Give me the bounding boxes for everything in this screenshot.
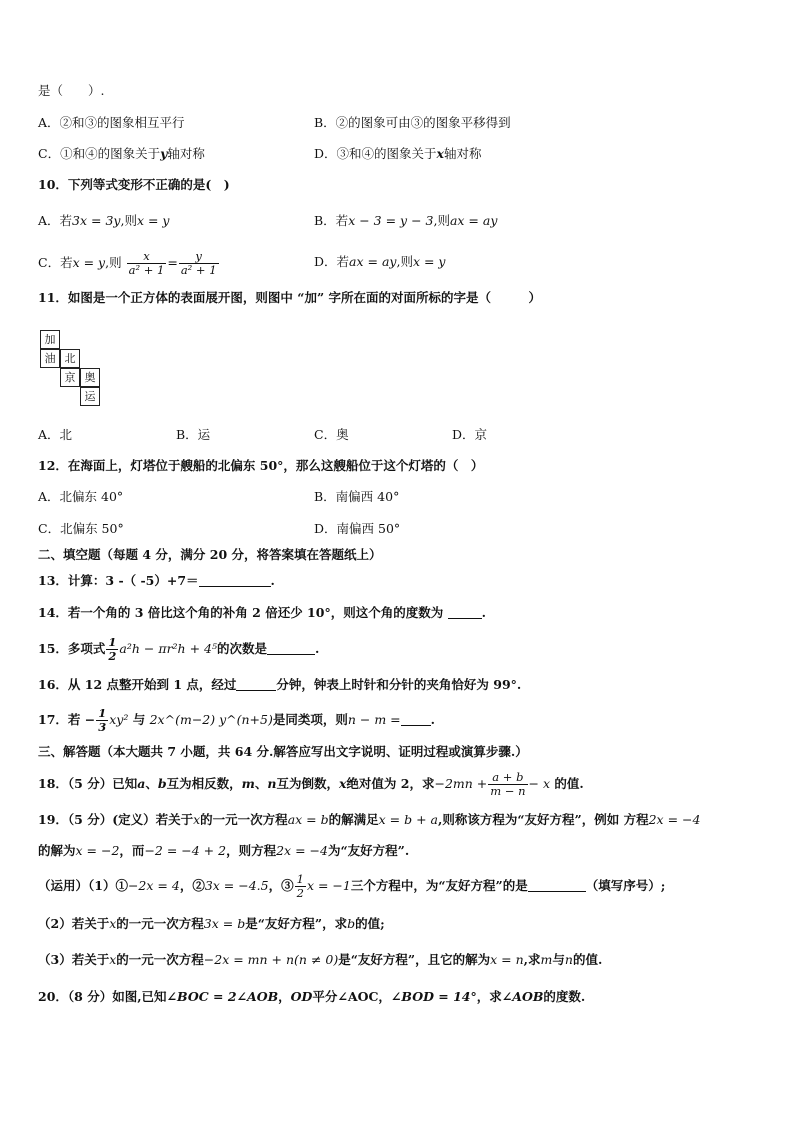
cube-net-figure bbox=[40, 330, 102, 408]
net-face: 油 bbox=[40, 349, 60, 368]
q12-option-d: D．南偏西 50° bbox=[314, 521, 401, 536]
answer-blank[interactable] bbox=[236, 690, 276, 691]
q10-option-a: A．若3x = 3y,则x = y bbox=[38, 213, 170, 228]
fraction: $\frac{1}{2}$ bbox=[108, 635, 117, 663]
answer-blank[interactable] bbox=[401, 725, 431, 726]
section-fill-in-heading: 二、填空题（每题 4 分，满分 20 分，将答案填在答题纸上） bbox=[38, 547, 382, 562]
q12-option-c: C．北偏东 50° bbox=[38, 521, 124, 536]
q14: 14．若一个角的 3 倍比这个角的补角 2 倍还少 10°，则这个角的度数为 . bbox=[38, 605, 486, 620]
section-solutions-heading: 三、解答题（本大题共 7 小题，共 64 分.解答应写出文字说明、证明过程或演算步骤.） bbox=[38, 744, 528, 759]
q16: 16．从 12 点整开始到 1 点，经过 分钟，钟表上时针和分针的夹角恰好为 99°. bbox=[38, 677, 522, 692]
fraction: $\frac{y}{\text{a² + 1}}$ bbox=[180, 249, 217, 277]
net-face: 加 bbox=[40, 330, 60, 349]
q9-option-a: A．②和③的图象相互平行 bbox=[38, 115, 185, 130]
fraction: $\frac{a + b}{m - n}$ bbox=[490, 770, 526, 798]
q9-stem-end: 是（ ）. bbox=[38, 83, 105, 98]
q19-line4: （2）若关于x的一元一次方程3x = b是“友好方程”，求b的值; bbox=[38, 916, 385, 931]
net-face: 北 bbox=[60, 349, 80, 368]
q19-line2: 的解为x = −2，而−2 = −4 + 2，则方程2x = −4为“友好方程”. bbox=[38, 843, 410, 858]
net-face: 运 bbox=[80, 387, 100, 406]
q15: 15．多项式 $\frac{1}{2}$ a²h − πr²h + 4⁵的次数是 . bbox=[38, 635, 320, 663]
q12-option-a: A．北偏东 40° bbox=[38, 489, 124, 504]
answer-blank[interactable] bbox=[448, 618, 482, 619]
answer-blank[interactable] bbox=[267, 654, 315, 655]
q12-option-b: B．南偏西 40° bbox=[314, 489, 400, 504]
q11-stem: 11．如图是一个正方体的表面展开图，则图中 “加” 字所在面的对面所标的字是（ ） bbox=[38, 290, 541, 305]
net-face: 京 bbox=[60, 368, 80, 387]
q19-line1: 19．（5 分）(定义）若关于x的一元一次方程ax = b的解满足x = b + a,则称该方程为“友好方程”，例如 方程2x = −4 bbox=[38, 812, 701, 827]
q10-stem: 10．下列等式变形不正确的是( ) bbox=[38, 177, 230, 192]
q20: 20．（8 分）如图,已知∠BOC = 2∠AOB，OD平分∠AOC，∠BOD = 14°，求∠AOB的度数. bbox=[38, 989, 586, 1004]
answer-blank[interactable] bbox=[528, 891, 586, 892]
q10-option-b: B．若x − 3 = y − 3,则ax = ay bbox=[314, 213, 498, 228]
q11-option-d: D．京 bbox=[452, 427, 488, 442]
fraction: $\frac{1}{3}$ bbox=[98, 706, 107, 734]
answer-blank[interactable] bbox=[199, 586, 271, 587]
q19-line3: （运用）（1）①−2x = 4，②3x = −4.5，③ $\frac{1}{2}$ x = −1三个方程中，为“友好方程”的是 （填写序号）; bbox=[38, 872, 666, 900]
fraction: $\frac{x}{\text{a² + 1}}$ bbox=[128, 249, 165, 277]
q13: 13．计算：3 -（ -5）+7＝ . bbox=[38, 573, 275, 588]
q9-option-d: D．③和④的图象关于x轴对称 bbox=[314, 146, 482, 161]
q11-option-a: A．北 bbox=[38, 427, 73, 442]
q11-option-b: B．运 bbox=[176, 427, 211, 442]
q10-option-c: C．若x = y,则 $\frac{x}{\text{a² + 1}}$ = $\frac{y}{\text{a² + 1}}$ bbox=[38, 249, 217, 277]
q11-option-c: C．奥 bbox=[314, 427, 349, 442]
q9-option-b: B．②的图象可由③的图象平移得到 bbox=[314, 115, 511, 130]
q18: 18．（5 分）已知a、b互为相反数，m、n互为倒数，x绝对值为 2，求−2mn + $\frac{a + b}{m - n}$ − x 的值. bbox=[38, 770, 584, 798]
fraction: $\frac{1}{2}$ bbox=[296, 872, 304, 900]
q9-option-c: C．①和④的图象关于y轴对称 bbox=[38, 146, 205, 161]
q10-option-d: D．若ax = ay,则x = y bbox=[314, 254, 446, 269]
net-face: 奥 bbox=[80, 368, 100, 387]
q19-line5: （3）若关于x的一元一次方程−2x = mn + n(n ≠ 0)是“友好方程”，且它的解为x = n,求m与n的值. bbox=[38, 952, 603, 967]
q17: 17．若 − $\frac{1}{3}$ xy² 与 2x^(m−2) y^(n+5)是同类项，则n − m = . bbox=[38, 706, 436, 734]
q12-stem: 12．在海面上，灯塔位于艘船的北偏东 50°，那么这艘船位于这个灯塔的（ ） bbox=[38, 458, 484, 473]
